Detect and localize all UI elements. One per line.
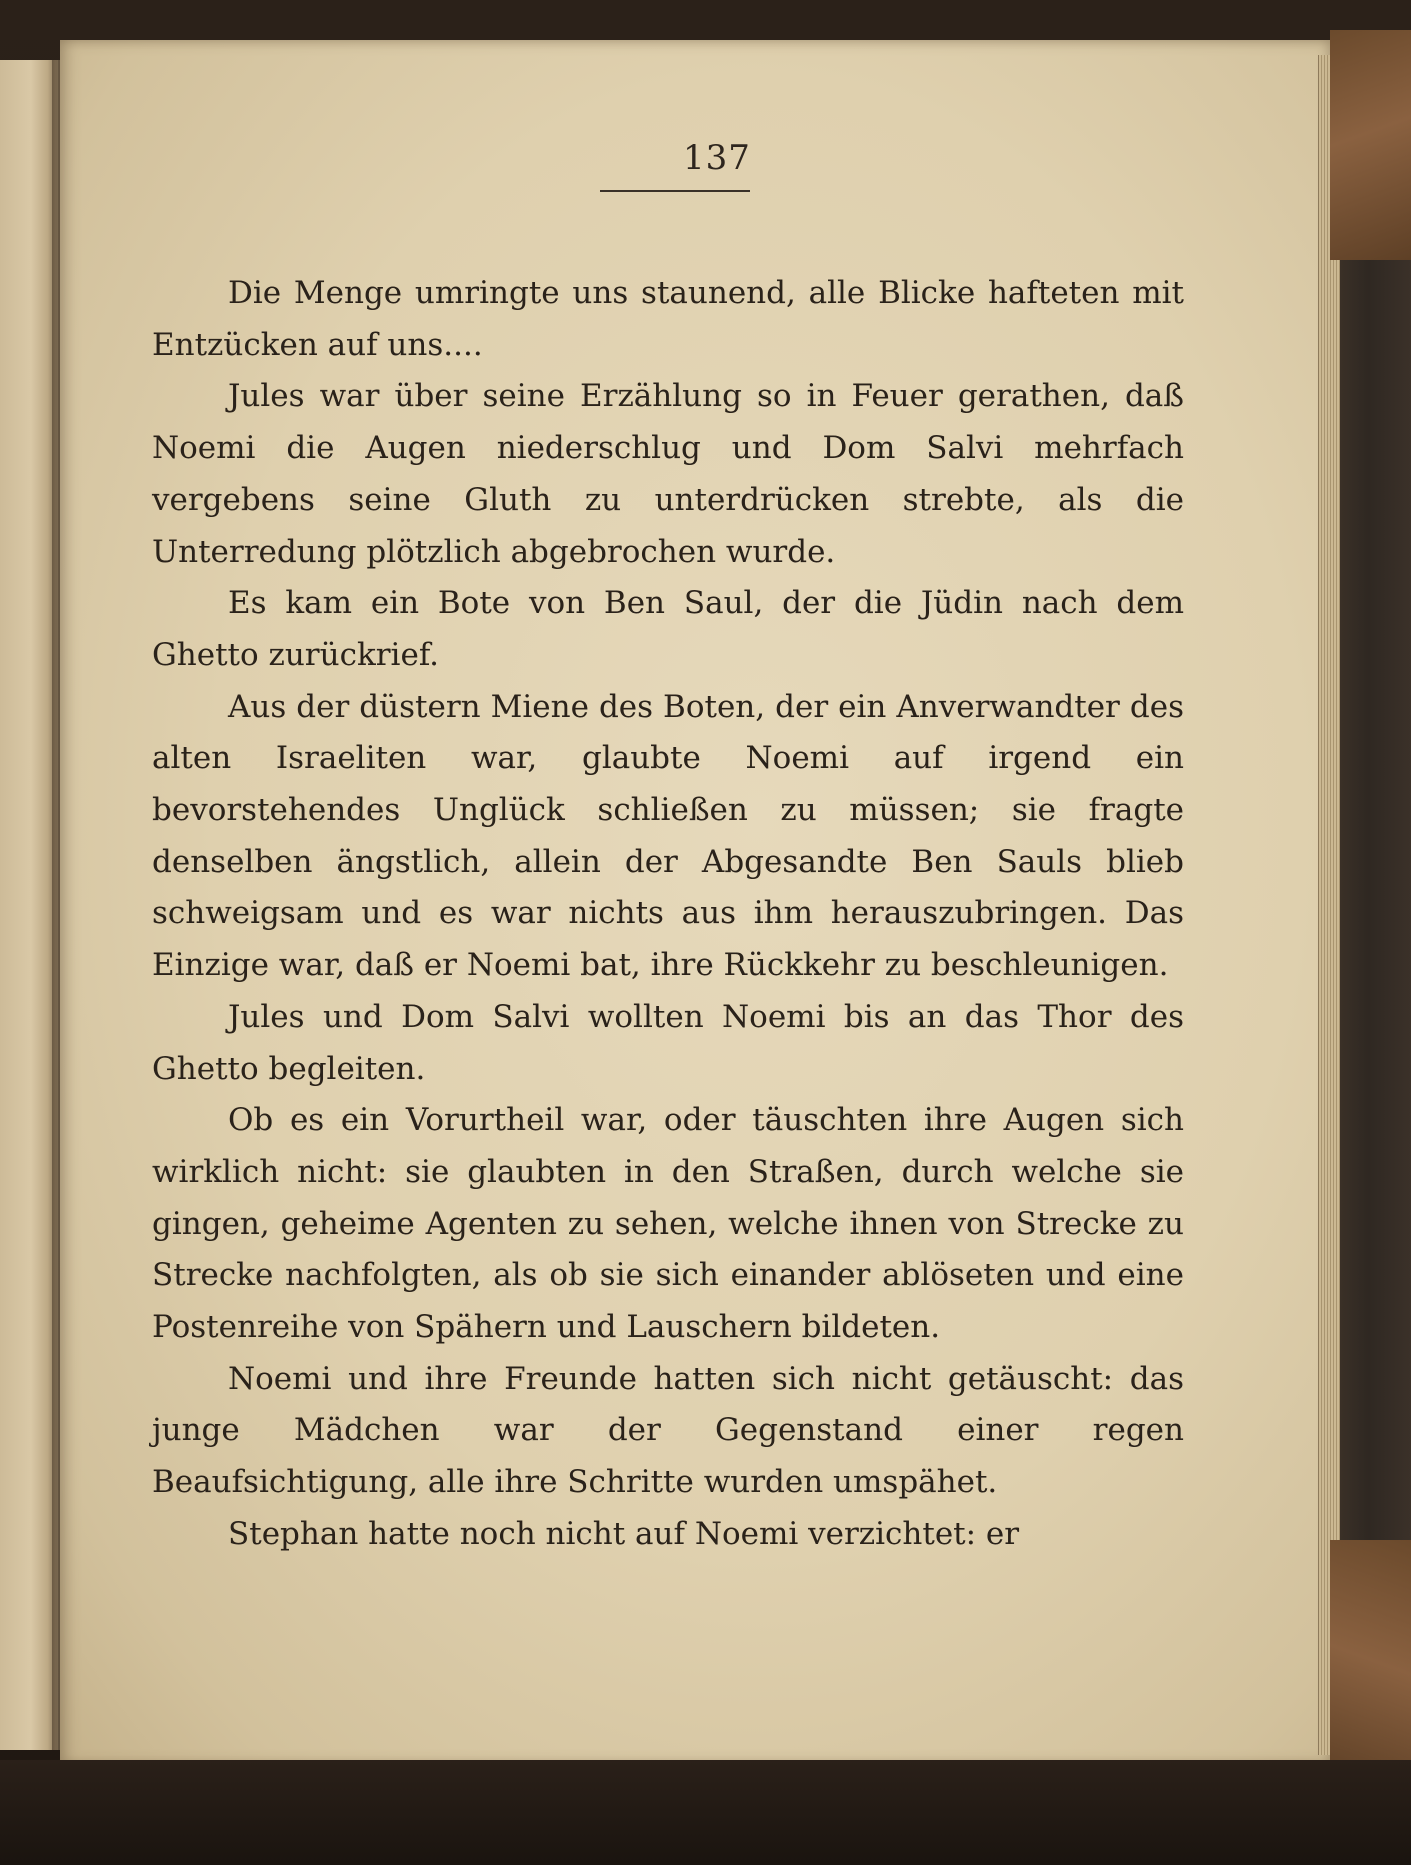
- paragraph: Ob es ein Vorurtheil war, oder täuschten ihre Augen sich wirklich nicht: sie glaubten in den Straßen, durch welche sie gingen, geheime Agenten zu sehen, welche ihnen von Strecke zu Strecke nachfolgten, als ob sie sich einander ablöseten und eine Postenreihe von Spähern und Lauschern bildeten.: [152, 1102, 1184, 1346]
- paragraph: Jules war über seine Erzählung so in Feuer gerathen, daß Noemi die Augen niederschlug und Dom Salvi mehrfach vergebens seine Gluth zu unterdrücken strebte, als die Unterredung plötzlich abgebrochen wurde.: [152, 378, 1184, 570]
- body-text: [152, 268, 1184, 1561]
- left-page-edge: [0, 60, 58, 1750]
- bottom-background: [0, 1760, 1411, 1865]
- paragraph: Stephan hatte noch nicht auf Noemi verzichtet: er: [228, 1515, 1020, 1552]
- book-cover-board: [1340, 40, 1411, 1780]
- leather-corner-top: [1330, 30, 1411, 260]
- paragraph: Jules und Dom Salvi wollten Noemi bis an das Thor des Ghetto begleiten.: [152, 998, 1184, 1087]
- page-stack-edge: [1318, 55, 1341, 1755]
- paragraph: Aus der düstern Miene des Boten, der ein Anverwandter des alten Israeliten war, glaubte Noemi auf irgend ein bevorstehendes Unglück schließen zu müssen; sie fragte denselben ängstlich, allein der Abgesandte Ben Sauls blieb schweigsam und es war nichts aus ihm herauszubringen. Das Einzige war, daß er Noemi bat, ihre Rückkehr zu beschleunigen.: [152, 688, 1184, 984]
- paragraph: Es kam ein Bote von Ben Saul, der die Jüdin nach dem Ghetto zurückrief.: [152, 585, 1184, 673]
- book-page: [60, 40, 1330, 1765]
- page-number-rule: [600, 190, 750, 192]
- paragraph: Die Menge umringte uns staunend, alle Blicke hafteten mit Entzücken auf uns....: [152, 275, 1184, 363]
- paragraph: Noemi und ihre Freunde hatten sich nicht getäuscht: das junge Mädchen war der Gegenstand einer regen Beaufsichtigung, alle ihre Schritte wurden umspähet.: [152, 1360, 1184, 1501]
- page-number: 137: [683, 138, 751, 178]
- leather-corner-bottom: [1330, 1540, 1411, 1780]
